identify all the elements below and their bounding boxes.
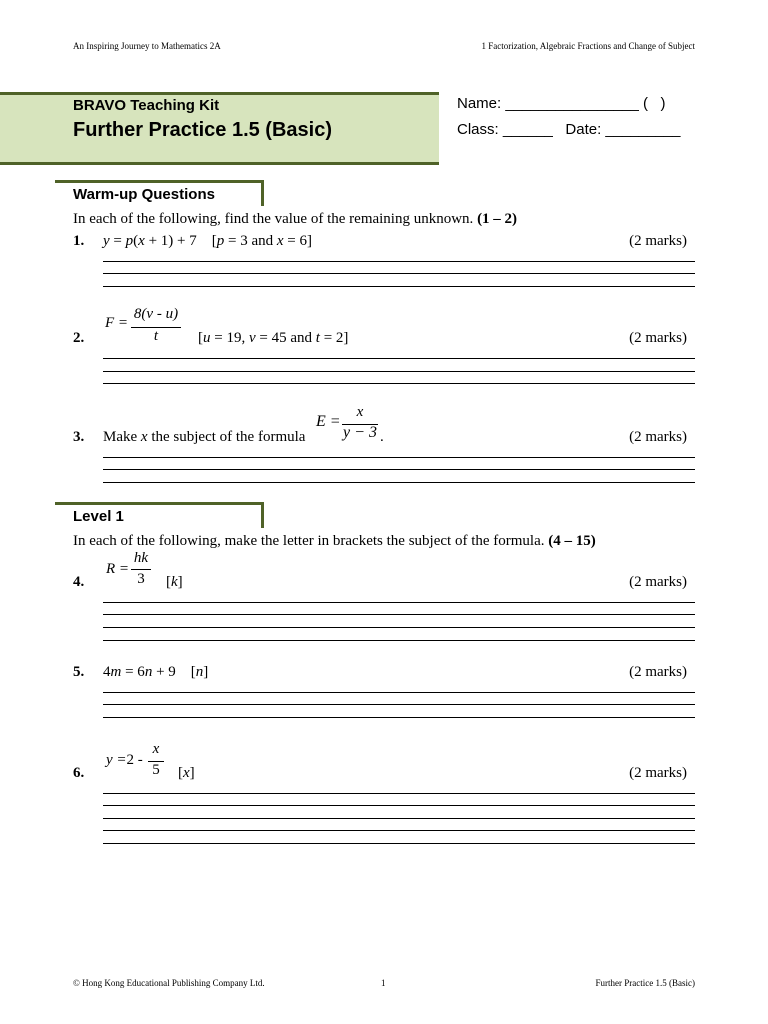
section-heading-text: Level 1 (73, 508, 124, 525)
formula-lhs: F = (105, 315, 129, 331)
running-header-right: 1 Factorization, Algebraic Fractions and Change of Subject (481, 41, 695, 51)
question-1-formula: y = p(x + 1) + 7 [p = 3 and x = 6] (103, 233, 312, 249)
marks-label: (2 marks) (629, 429, 687, 445)
kit-label: BRAVO Teaching Kit (73, 97, 220, 114)
fraction-numerator: x (356, 404, 364, 420)
answer-line (103, 358, 695, 359)
question-number: 2. (73, 330, 85, 346)
page-number: 1 (381, 978, 386, 988)
answer-line (103, 830, 695, 831)
question-number: 3. (73, 429, 85, 445)
formula-lhs: E = (316, 413, 341, 430)
footer-copyright: © Hong Kong Educational Publishing Company Ltd. (73, 978, 265, 988)
running-header-left: An Inspiring Journey to Mathematics 2A (73, 41, 221, 51)
answer-line (103, 371, 695, 372)
instruction-text: In each of the following, find the value of the remaining unknown. (73, 211, 474, 227)
section-heading-level-1 (55, 502, 264, 528)
section-heading-text: Warm-up Questions (73, 186, 215, 203)
answer-line (103, 286, 695, 287)
fraction-denominator: t (153, 328, 159, 344)
period: . (380, 429, 384, 445)
answer-line (103, 482, 695, 483)
fraction-numerator: hk (133, 550, 149, 566)
answer-line (103, 640, 695, 641)
answer-line (103, 843, 695, 844)
fraction-denominator: y − 3 (343, 424, 377, 441)
answer-line (103, 602, 695, 603)
class-date-field: Class: ______ Date: _________ (457, 121, 681, 138)
question-3-text: Make x the subject of the formula (103, 429, 306, 445)
instruction-text: In each of the following, make the letter in brackets the subject of the formula. (73, 533, 545, 549)
formula-lhs: R = (106, 561, 130, 577)
question-number: 6. (73, 765, 85, 781)
fraction-numerator: x (152, 741, 160, 757)
question-number: 1. (73, 233, 85, 249)
name-field: Name: ________________ ( ) (457, 95, 666, 112)
answer-line (103, 273, 695, 274)
formula-lhs: y =2 - (106, 752, 143, 768)
answer-line (103, 457, 695, 458)
answer-line (103, 818, 695, 819)
question-5-formula: 4m = 6n + 9 [n] (103, 664, 209, 680)
answer-line (103, 614, 695, 615)
footer-title: Further Practice 1.5 (Basic) (595, 978, 695, 988)
answer-line (103, 704, 695, 705)
worksheet-title: Further Practice 1.5 (Basic) (73, 119, 332, 141)
marks-label: (2 marks) (629, 574, 687, 590)
marks-label: (2 marks) (629, 330, 687, 346)
marks-label: (2 marks) (629, 664, 687, 680)
answer-line (103, 261, 695, 262)
answer-line (103, 383, 695, 384)
answer-line (103, 805, 695, 806)
fraction-bar (131, 569, 151, 570)
answer-line (103, 627, 695, 628)
fraction-denominator: 3 (137, 571, 145, 587)
question-2-conditions: [u = 19, v = 45 and t = 2] (198, 330, 349, 346)
answer-line (103, 793, 695, 794)
question-4-bracket: [k] (166, 574, 183, 590)
fraction-denominator: 5 (152, 762, 160, 778)
question-number: 4. (73, 574, 85, 590)
question-number: 5. (73, 664, 85, 680)
answer-line (103, 692, 695, 693)
question-range: (1 – 2) (477, 211, 518, 227)
level1-instruction (73, 533, 596, 550)
warmup-instruction (73, 211, 517, 228)
marks-label: (2 marks) (629, 765, 687, 781)
marks-label: (2 marks) (629, 233, 687, 249)
answer-line (103, 717, 695, 718)
section-heading-warmup (55, 180, 264, 206)
answer-line (103, 469, 695, 470)
question-range: (4 – 15) (548, 533, 596, 549)
question-6-bracket: [x] (178, 765, 195, 781)
title-band (0, 92, 439, 165)
fraction-numerator: 8(v - u) (133, 306, 179, 322)
